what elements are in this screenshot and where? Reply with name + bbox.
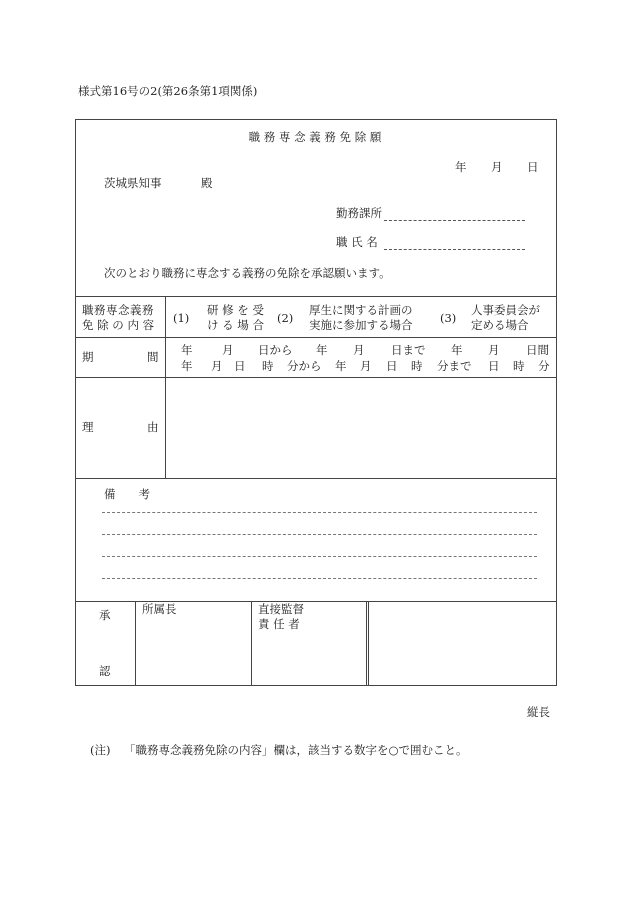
divider-after-exemption — [75, 337, 557, 338]
period-r2-min1: 分から — [287, 359, 322, 373]
honorific: 殿 — [201, 176, 213, 190]
reason-field[interactable] — [167, 379, 555, 477]
note-text: 「職務専念義務免除の内容」欄は，該当する数字を○で囲むこと。 — [124, 743, 468, 757]
period-r2-min3: 分 — [538, 359, 550, 373]
period-r1-year3: 年 — [451, 343, 463, 357]
director-stamp-box[interactable] — [137, 620, 249, 684]
supervisor-label-line2: 責 任 者 — [258, 617, 300, 631]
name-field[interactable] — [384, 249, 525, 250]
reason-label-right: 由 — [147, 420, 159, 434]
supervisor-stamp-box[interactable] — [253, 636, 364, 684]
frame-bottom-border — [75, 685, 557, 686]
period-r2-day3: 日 — [488, 359, 500, 373]
approval-label-top: 承 — [99, 608, 111, 622]
option-3-number[interactable]: (3) — [440, 311, 457, 325]
form-title-text: 職 務 専 念 義 務 免 除 願 — [248, 130, 382, 144]
divider-after-reason — [75, 478, 557, 479]
option-2-line2: 実施に参加する場合 — [309, 318, 413, 332]
reason-label-left: 理 — [82, 420, 94, 434]
period-r1-day1: 日から — [258, 343, 293, 357]
approval-label-bottom: 認 — [99, 664, 111, 678]
workplace-field[interactable] — [384, 220, 525, 221]
period-r1-month3: 月 — [488, 343, 500, 357]
approval-divider-3b — [368, 601, 369, 686]
option-3-line2: 定める場合 — [471, 318, 529, 332]
request-text: 次のとおり職務に専念する義務の免除を承認願います。 — [104, 266, 391, 280]
extra-stamp-box[interactable] — [370, 603, 555, 684]
period-label-right: 間 — [147, 350, 159, 364]
period-r2-hour2: 時 — [411, 359, 423, 373]
divider-after-header — [75, 296, 557, 297]
period-r1-month1: 月 — [222, 343, 234, 357]
approval-divider-2 — [251, 601, 252, 686]
remarks-line-1[interactable] — [102, 512, 537, 513]
period-r2-day2: 日 — [386, 359, 398, 373]
option-1-line2: け る 場 合 — [207, 318, 264, 332]
option-3-line1: 人事委員会が — [471, 303, 540, 317]
remarks-line-4[interactable] — [102, 578, 537, 579]
note-prefix: (注) — [90, 743, 111, 757]
option-2-number[interactable]: (2) — [277, 311, 294, 325]
period-label-left: 期 — [82, 350, 94, 364]
date-month: 月 — [491, 160, 503, 174]
option-1-number[interactable]: (1) — [173, 311, 190, 325]
exemption-label-line1: 職務専念義務 — [82, 303, 154, 317]
workplace-label: 勤務課所 — [336, 206, 382, 220]
period-r1-month2: 月 — [353, 343, 365, 357]
approval-divider-3 — [366, 601, 367, 686]
option-1-line1: 研 修 を 受 — [207, 303, 264, 317]
period-r1-year1: 年 — [181, 343, 193, 357]
addressee: 茨城県知事 — [104, 176, 162, 190]
approval-divider-1 — [135, 601, 136, 686]
name-label: 職 氏 名 — [336, 235, 378, 249]
orientation-label: 縦長 — [527, 705, 550, 719]
exemption-label-line2: 免 除 の 内 容 — [82, 318, 155, 332]
divider-after-period — [75, 377, 557, 378]
frame-top-border — [75, 119, 557, 120]
label-column-divider — [165, 296, 166, 478]
form-title — [0, 132, 630, 144]
period-r2-month1: 月 — [211, 359, 223, 373]
period-r1-day2: 日まで — [391, 343, 426, 357]
period-r2-year1: 年 — [181, 359, 193, 373]
period-r1-year2: 年 — [316, 343, 328, 357]
period-r2-hour3: 時 — [513, 359, 525, 373]
remarks-label: 備 考 — [104, 487, 150, 501]
date-year: 年 — [455, 160, 467, 174]
remarks-line-2[interactable] — [102, 534, 537, 535]
remarks-line-3[interactable] — [102, 556, 537, 557]
period-r2-hour1: 時 — [262, 359, 274, 373]
period-r2-min2: 分まで — [437, 359, 472, 373]
supervisor-label-line1: 直接監督 — [258, 602, 304, 616]
period-r2-day1: 日 — [234, 359, 246, 373]
period-r2-month2: 月 — [360, 359, 372, 373]
option-2-line1: 厚生に関する計画の — [309, 303, 413, 317]
date-day: 日 — [527, 160, 539, 174]
director-label: 所属長 — [142, 602, 177, 616]
period-r1-day3: 日間 — [526, 343, 549, 357]
period-r2-year2: 年 — [335, 359, 347, 373]
form-number: 様式第16号の2(第26条第1項関係) — [78, 84, 258, 98]
